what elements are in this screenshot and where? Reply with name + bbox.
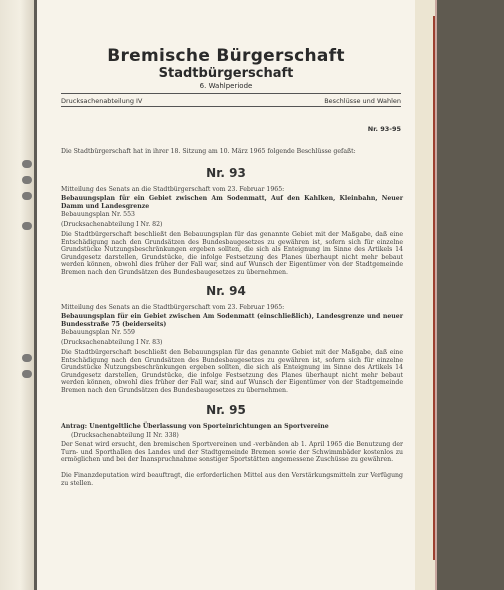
legislative-period: 6. Wahlperiode <box>199 82 253 90</box>
item-number: Nr. 94 <box>206 284 246 298</box>
section-type: Beschlüsse und Wahlen <box>324 97 401 105</box>
item-number: Nr. 93 <box>206 166 246 180</box>
binder-ring <box>22 192 32 200</box>
section-label: Drucksachenabteilung IV <box>61 97 143 105</box>
item-body-continued: Die Finanzdeputation wird beauftragt, die erforderlichen Mittel aus den Verstärkungsmitteln zur Verfügung zu stellen. <box>61 472 403 487</box>
page-edge <box>415 0 435 590</box>
binder-ring <box>22 222 32 230</box>
item-reference: (Drucksachenabteilung II Nr. 338) <box>71 432 179 439</box>
item-body: Der Senat wird ersucht, den bremischen Sportvereinen und -verbänden ab 1. April 1965 die Benutzung der Turn- und Sporthallen des Landes und der Stadtgemeinde Bremen sowie der Schwimmbäder kostenlos zu ermöglichen und bei der Inanspruchnahme sonstiger Sportstätten angemessene Zuschüsse zu gewähren. <box>61 441 403 464</box>
item-heading: Bebauungsplan für ein Gebiet zwischen Am Sodenmatt (einschließlich), Landesgrenze und neuer Bundesstraße 75 (beiderseits) <box>61 313 403 328</box>
item-mitteilung: Mitteilung des Senats an die Stadtbürgerschaft vom 23. Februar 1965: <box>61 304 285 311</box>
binder-ring <box>22 176 32 184</box>
item-heading: Antrag: Unentgeltliche Überlassung von Sporteinrichtungen an Sportvereine <box>61 423 329 430</box>
item-heading: Bebauungsplan für ein Gebiet zwischen Am Sodenmatt, Auf den Kahlken, Kleinbahn, Neuer Damm und Landesgrenze <box>61 195 403 210</box>
background-surface <box>437 0 504 590</box>
number-range: Nr. 93-95 <box>367 125 401 133</box>
header-rule <box>61 106 401 107</box>
item-reference: (Drucksachenabteilung I Nr. 83) <box>61 339 163 346</box>
binder-ring <box>22 160 32 168</box>
intro-text: Die Stadtbürgerschaft hat in ihrer 18. Sitzung am 10. März 1965 folgende Beschlüsse gefaßt: <box>61 148 356 155</box>
item-plan: Bebauungsplan Nr. 553 <box>61 211 135 218</box>
document-title: Bremische Bürgerschaft <box>107 46 345 66</box>
item-reference: (Drucksachenabteilung I Nr. 82) <box>61 221 163 228</box>
binder-ring <box>22 354 32 362</box>
header-rule <box>61 93 401 94</box>
item-mitteilung: Mitteilung des Senats an die Stadtbürgerschaft vom 23. Februar 1965: <box>61 186 285 193</box>
binder-spine <box>0 0 34 590</box>
item-body: Die Stadtbürgerschaft beschließt den Bebauungsplan für das genannte Gebiet mit der Maßgabe, daß eine Entschädigung nach den Grundsätzen des Bundesbaugesetzes zu gewähren ist, sofern sich für einzelne Grundstücke Nutzungsbeschränkungen ergeben sollten, die sich als Enteignung im Sinne des Artikels 14 Grundgesetz darstellen, Grundstücke, die infolge Festsetzung des Planes überhaupt nicht mehr bebaut werden können, obwohl dies früher der Fall war, sind auf Wunsch der Eigentümer von der Stadtgemeinde Bremen nach den Grundsätzen des Bundesbaugesetzes zu übernehmen. <box>61 231 403 276</box>
document-page <box>37 0 415 590</box>
item-plan: Bebauungsplan Nr. 559 <box>61 329 135 336</box>
document-subtitle: Stadtbürgerschaft <box>158 66 294 81</box>
item-number: Nr. 95 <box>206 403 246 417</box>
binder-ring <box>22 370 32 378</box>
item-body: Die Stadtbürgerschaft beschließt den Bebauungsplan für das genannte Gebiet mit der Maßgabe, daß eine Entschädigung nach den Grundsätzen des Bundesbaugesetzes zu gewähren ist, sofern sich für einzelne Grundstücke Nutzungsbeschränkungen ergeben sollten, die sich als Enteignung im Sinne des Artikels 14 Grundgesetz darstellen, Grundstücke, die infolge Festsetzung des Planes überhaupt nicht mehr bebaut werden können, obwohl dies früher der Fall war, sind auf Wunsch der Eigentümer von der Stadtgemeinde Bremen nach den Grundsätzen des Bundesbaugesetzes zu übernehmen. <box>61 349 403 394</box>
